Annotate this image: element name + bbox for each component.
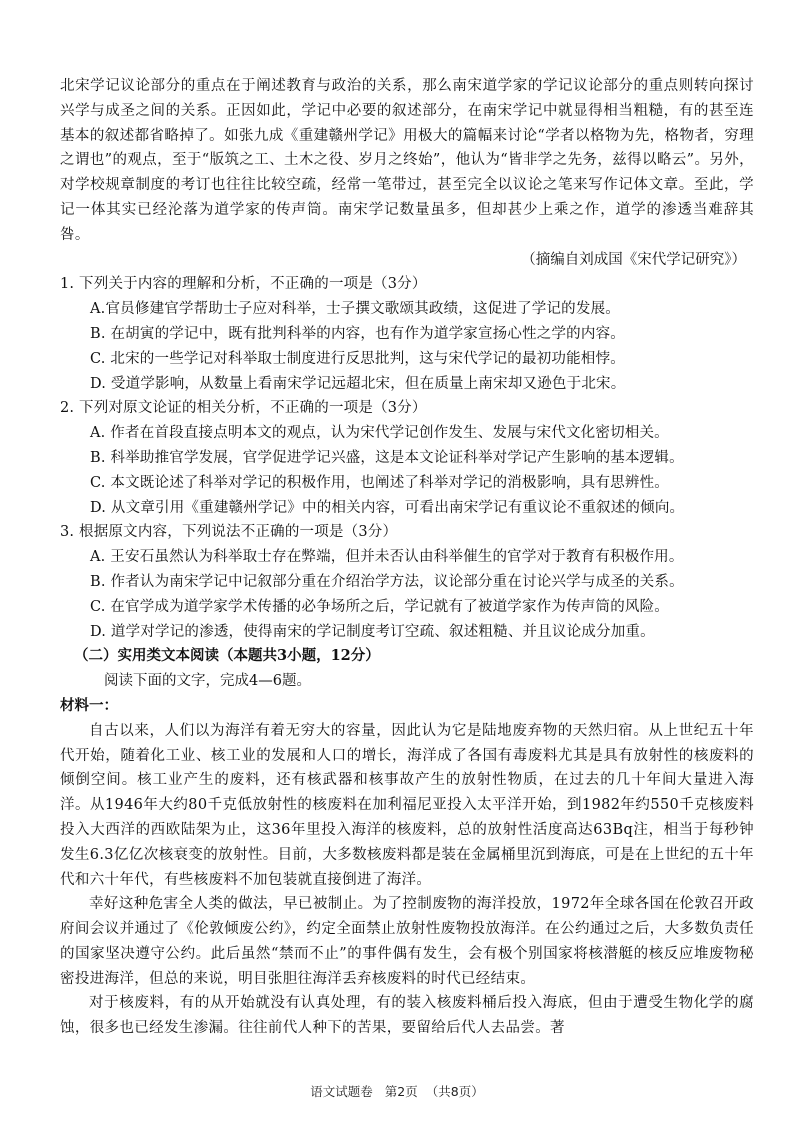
question-stem: 1. 下列关于内容的理解和分析，不正确的一项是（3分） — [60, 276, 427, 293]
option-a: A. 王安石虽然认为科举取士存在弊端，但并未否认由科举催生的官学对于教育有积极作用。 — [90, 549, 684, 566]
material-paragraph: 幸好这种危害全人类的做法，早已被制止。为了控制废物的海洋投放，1972年全球各国在伦敦召开政府间会议并通过了《伦敦倾废公约》，约定全面禁止放射性废物投放海洋。在公约通过之后，大多数负责任的国家坚决遵守公约。此后虽然“禁而不止”的事件偶有发生，会有极个别国家将核潜艇的核反应堆废物秘密投进海洋，但总的来说，明目张胆往海洋丢弃核废料的时代已经结束。 — [60, 896, 754, 987]
option-a: A.官员修建官学帮助士子应对科举，士子撰文歌颂其政绩，这促进了学记的发展。 — [90, 301, 620, 318]
question-stem: 2. 下列对原文论证的相关分析，不正确的一项是（3分） — [60, 400, 427, 417]
question-1 — [60, 272, 754, 396]
passage-source: （摘编自刘成国《宋代学记研究》） — [521, 251, 746, 268]
option-b: B. 作者认为南宋学记中记叙部分重在介绍治学方法，议论部分重在讨论兴学与成圣的关系。 — [90, 573, 684, 590]
option-d: D. 受道学影响，从数量上看南宋学记远超北宋，但在质量上南宋却又逊色于北宋。 — [90, 375, 626, 392]
material-paragraph: 自古以来，人们以为海洋有着无穷大的容量，因此认为它是陆地废弃物的天然归宿。从上世纪五十年代开始，随着化工业、核工业的发展和人口的增长，海洋成了各国有毒废料尤其是具有放射性的核废料的倾倒空间。核工业产生的废料，还有核武器和核事故产生的放射性物质，在过去的几十年间大量进入海洋。从1946年大约80千克低放射性的核废料在加利福尼亚投入太平洋开始，到1982年约550千克核废料投入大西洋的西欧陆架为止，这36年里投入海洋的核废料，总的放射性活度高达63Bq注，相当于每秒钟发生6.3亿亿次核衰变的放射性。目前，大多数核废料都是装在金属桶里沉到海底，可是在上世纪的五十年代和六十年代，有些核废料不加包装就直接倒进了海洋。 — [60, 722, 754, 888]
passage-paragraph: 北宋学记议论部分的重点在于阐述教育与政治的关系，那么南宋道学家的学记议论部分的重点则转向探讨兴学与成圣之间的关系。正因如此，学记中必要的叙述部分，在南宋学记中就显得相当粗糙，有的甚至连基本的叙述都省略掉了。如张九成《重建赣州学记》用极大的篇幅来讨论“学者以格物为先，格物者，穷理之谓也”的观点，至于“版筑之工、土木之役、岁月之终始”，他认为“皆非学之先务，兹得以略云”。另外，对学校规章制度的考订也往往比较空疏，经常一笔带过，甚至完全以议论之笔来写作记体文章。至此，学记一体其实已经沦落为道学家的传声筒。南宋学记数量虽多，但却甚少上乘之作，道学的渗透当难辞其咎。 — [60, 78, 754, 243]
option-c: C. 在官学成为道学家学术传播的必争场所之后，学记就有了被道学家作为传声筒的风险。 — [90, 598, 669, 615]
question-3 — [60, 520, 754, 644]
question-stem: 3. 根据原文内容，下列说法不正确的一项是（3分） — [60, 524, 398, 541]
footer-total: （共8页） — [425, 1084, 484, 1099]
material-paragraph: 对于核废料，有的从开始就没有认真处理，有的装入核废料桶后投入海底，但由于遭受生物化学的腐蚀，很多也已经发生渗漏。往往前代人种下的苦果，要留给后代人去品尝。著 — [60, 995, 754, 1037]
option-c: C. 本文既论述了科举对学记的积极作用，也阐述了科举对学记的消极影响，具有思辨性。 — [90, 474, 669, 491]
option-b: B. 科举助推官学发展，官学促进学记兴盛，这是本文论证科举对学记产生影响的基本逻辑。 — [90, 449, 684, 466]
section-heading: （二）实用类文本阅读（本题共3小题，12分） — [74, 647, 380, 665]
option-d: D. 从文章引用《重建赣州学记》中的相关内容，可看出南宋学记有重议论不重叙述的倾向。 — [90, 499, 685, 516]
option-d: D. 道学对学记的渗透，使得南宋的学记制度考订空疏、叙述粗糙、并且议论成分加重。 — [90, 623, 655, 640]
page-footer — [0, 1082, 794, 1100]
footer-page: 第2页 — [384, 1084, 418, 1099]
option-a: A. 作者在首段直接点明本文的观点，认为宋代学记创作发生、发展与宋代文化密切相关。 — [90, 425, 669, 442]
option-c: C. 北宋的一些学记对科举取士制度进行反思批判，这与宋代学记的最初功能相悖。 — [90, 350, 625, 367]
footer-subject: 语文试题卷 — [310, 1084, 373, 1099]
question-2 — [60, 396, 754, 520]
section-instruction: 阅读下面的文字，完成4—6题。 — [104, 673, 311, 690]
material-label: 材料一： — [60, 696, 118, 714]
option-b: B. 在胡寅的学记中，既有批判科举的内容，也有作为道学家宣扬心性之学的内容。 — [90, 325, 625, 342]
